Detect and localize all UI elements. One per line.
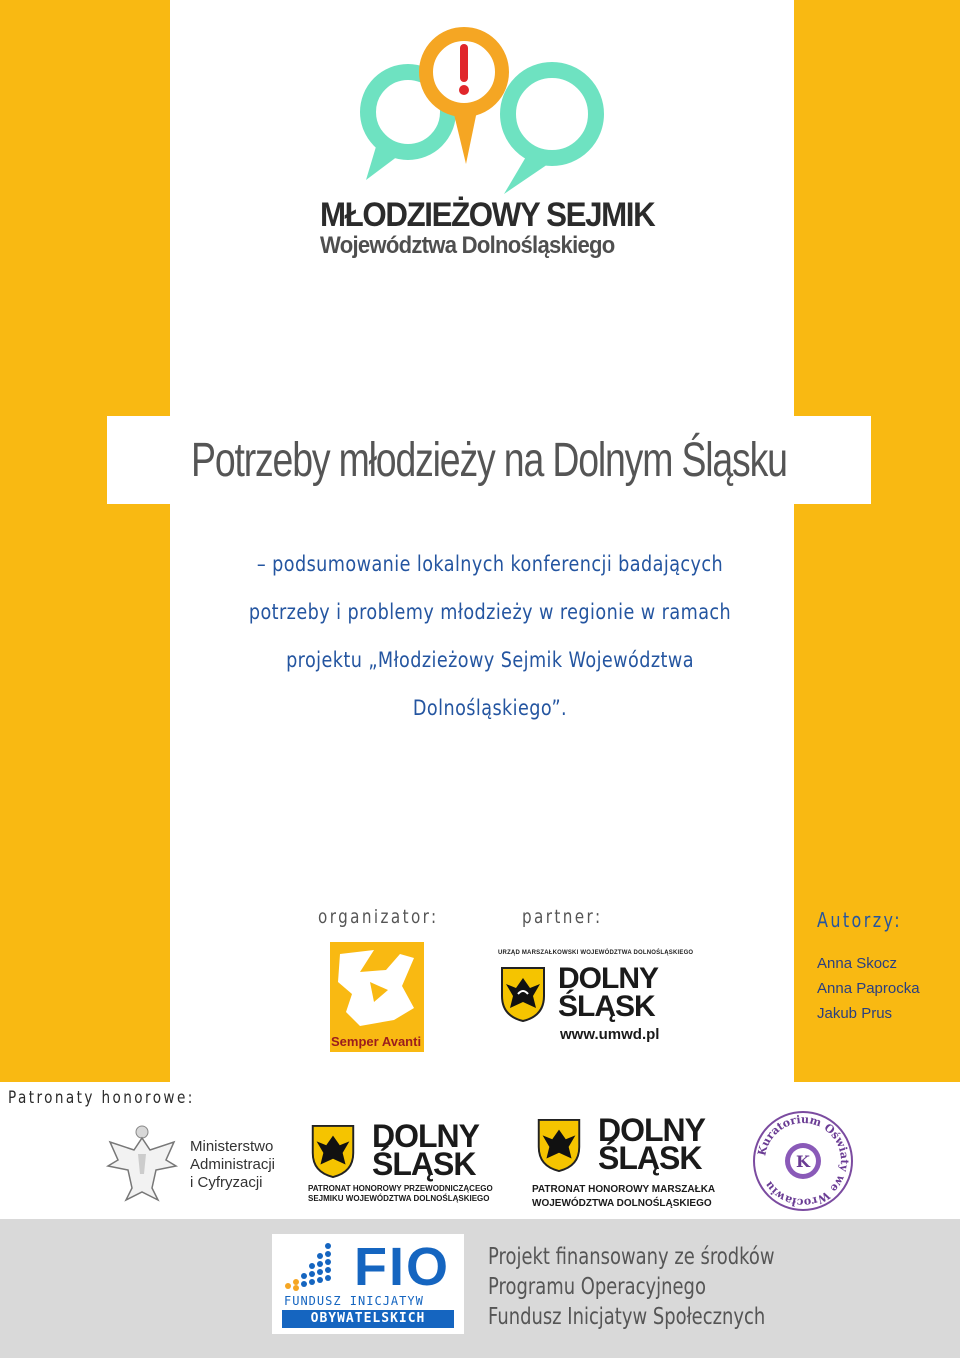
umwd-url: www.umwd.pl <box>560 1026 660 1043</box>
dots-graph-icon <box>284 1242 344 1292</box>
slask-text: ŚLĄSK <box>598 1140 702 1176</box>
title-banner <box>107 416 871 504</box>
fio-line1: FUNDUSZ INICJATYW <box>284 1294 424 1308</box>
marszalek-caption: PATRONAT HONOROWY MARSZAŁKA <box>532 1184 716 1195</box>
authors-label: Autorzy: <box>817 908 903 932</box>
patrons-label: Patronaty honorowe: <box>8 1088 195 1108</box>
subtitle-line: projektu „Młodzieżowy Sejmik Województwa <box>286 648 694 672</box>
eagle-shield-icon <box>308 1124 358 1178</box>
ministry-line: i Cyfryzacji <box>190 1174 263 1191</box>
umwd-header-text: URZĄD MARSZAŁKOWSKI WOJEWÓDZTWA DOLNOŚLĄSKIEGO <box>498 950 694 956</box>
footer-band <box>0 1219 960 1358</box>
fio-word: FIO <box>354 1237 450 1297</box>
funding-line: Fundusz Inicjatyw Społecznych <box>488 1304 766 1330</box>
dolny-text: DOLNY <box>598 1112 705 1148</box>
author-name: Jakub Prus <box>817 1005 893 1022</box>
author-name: Anna Paprocka <box>817 980 920 997</box>
subtitle-line: potrzeby i problemy młodzieży w regionie w ramach <box>248 600 732 624</box>
fio-logo <box>272 1234 464 1334</box>
document-title: Potrzeby młodzieży na Dolnym Śląsku <box>191 433 787 487</box>
slask-text: ŚLĄSK <box>558 990 655 1023</box>
eagle-shield-icon <box>534 1118 584 1172</box>
funding-line: Programu Operacyjnego <box>488 1274 706 1300</box>
sejmik-caption: SEJMIKU WOJEWÓDZTWA DOLNOŚLĄSKIEGO <box>308 1194 490 1203</box>
ministry-line: Ministerstwo <box>190 1138 274 1155</box>
semper-avanti-text: Semper Avanti <box>331 1034 422 1049</box>
left-yellow-band <box>0 0 170 1082</box>
sejmik-caption: PATRONAT HONOROWY PRZEWODNICZĄCEGO <box>308 1184 493 1193</box>
marszalek-caption: WOJEWÓDZTWA DOLNOŚLĄSKIEGO <box>532 1198 712 1209</box>
ministry-text <box>190 1138 275 1192</box>
funding-text <box>488 1242 775 1332</box>
subtitle-line: Dolnośląskiego”. <box>412 696 568 720</box>
eagle-shield-icon <box>500 966 546 1022</box>
logo-subtitle: Województwa Dolnośląskiego <box>320 232 615 259</box>
fio-line2: OBYWATELSKICH <box>282 1310 454 1328</box>
kuratorium-center: K <box>796 1152 810 1171</box>
author-name: Anna Skocz <box>817 955 898 972</box>
partner-label: partner: <box>522 906 603 928</box>
subtitle-line: – podsumowanie lokalnych konferencji badających <box>256 552 724 576</box>
funding-line: Projekt finansowany ze środków <box>488 1244 775 1270</box>
umwd-logo <box>498 950 694 1050</box>
kuratorium-ring-text: Kuratorium Oświaty we Wrocławiu <box>755 1112 852 1210</box>
dolny-text: DOLNY <box>372 1118 479 1154</box>
white-eagle-icon <box>104 1124 180 1204</box>
logo-title: MŁODZIEŻOWY SEJMIK <box>320 196 655 234</box>
dolny-text: DOLNY <box>558 962 658 995</box>
organizer-label: organizator: <box>318 906 439 928</box>
authors-list <box>817 951 920 1026</box>
slask-text: ŚLĄSK <box>372 1146 476 1182</box>
ministry-line: Administracji <box>190 1156 276 1173</box>
kuratorium-seal-icon <box>752 1110 854 1212</box>
document-subtitle <box>246 540 733 732</box>
